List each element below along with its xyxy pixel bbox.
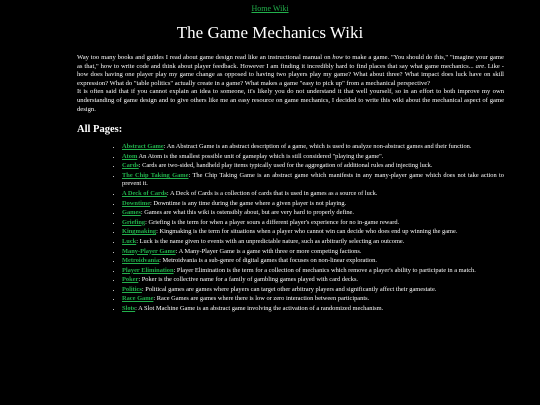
page-link-label: Kingmaking: [122, 228, 157, 236]
page-description: : Metroidvania is a sub-genre of digital games that focuses on non-linear exploration.: [159, 257, 377, 265]
page-list-item: [122, 153, 504, 161]
page-list-item: [122, 209, 504, 217]
page-link-label: Poker: [122, 276, 139, 284]
page-description: : Political games are games where players can target other arbitrary players and significantly affect their gamestate.: [141, 285, 437, 293]
intro-emphasis-how: how: [332, 54, 344, 61]
page-description: : Luck is the name given to events with an unpredictable nature, such as arbitrarily selecting an outcome.: [136, 237, 405, 245]
intro-text-part: Way too many books and guides I read about game design read like an instructional manual on: [77, 54, 333, 61]
page-title: The Game Mechanics Wiki: [176, 23, 364, 42]
page-link-label: Games: [122, 209, 141, 217]
page-list-item: [122, 267, 504, 275]
page-list-item: [122, 276, 504, 284]
page-description: : Downtime is any time during the game where a given player is not playing.: [150, 199, 347, 207]
page-description: : Race Games are games where there is low or zero interaction between participants.: [153, 295, 370, 303]
page-list-item: [122, 200, 504, 208]
page-list-item: [122, 219, 504, 227]
page-description: : An Abstract Game is an abstract description of a game, which is used to analyze non-abstract games and their function.: [163, 143, 472, 151]
intro-paragraph-1: [77, 54, 504, 88]
page-link[interactable]: [122, 286, 142, 293]
page-list-item: [122, 238, 504, 246]
page-link[interactable]: [122, 209, 141, 216]
page-link[interactable]: [122, 228, 156, 235]
page-link[interactable]: [122, 190, 167, 197]
page-list-item: [122, 257, 504, 265]
page-link[interactable]: [122, 172, 188, 179]
page-link[interactable]: [122, 200, 150, 207]
page-description: : Poker is the collective name for a family of gambling games played with card decks.: [138, 276, 359, 284]
page-list-item: [122, 248, 504, 256]
page-link[interactable]: [122, 143, 164, 150]
page-list-item: [122, 143, 504, 151]
page-link[interactable]: [122, 257, 159, 264]
page-description: : Player Elimination is the term for a collection of mechanics which remove a player's ability to participate in a match.: [173, 266, 476, 274]
intro-paragraph-2: It is often said that if you cannot explain an idea to someone, it's likely you do not understand it that well yourself, so in an effort to both improve my own understanding of game design and to give others like me an easy resource on game mechanics, I decided to write this wiki about the mechanical aspect of game design.: [77, 88, 504, 113]
page-description: : A Many-Player Game is a game with three or more competing factions.: [175, 247, 362, 255]
intro-emphasis-are: are: [475, 62, 485, 70]
page-link-label: Player Elimination: [122, 266, 174, 274]
page-list-item: [122, 172, 504, 189]
page-list-item: [122, 190, 504, 198]
page-link-label: Race Game: [122, 295, 154, 303]
page-link-label: Many-Player Game: [122, 247, 176, 255]
page-description: : A Slot Machine Game is an abstract game involving the activation of a randomized mechanism.: [135, 305, 384, 313]
page-link-label: Abstract Game: [122, 143, 164, 151]
page-link[interactable]: [122, 219, 145, 226]
page-description: : Griefing is the term for when a player sours a different player's experience for no in-game reward.: [145, 218, 400, 226]
page-link-label: Griefing: [122, 218, 146, 226]
page-list-item: [122, 228, 504, 236]
all-pages-heading: All Pages:: [77, 124, 123, 136]
page-link-label: Downtime: [122, 199, 151, 207]
page-link-label: Slots: [122, 305, 136, 313]
page-list-item: [122, 305, 504, 313]
page-link[interactable]: [122, 238, 136, 245]
page-link-label: A Deck of Cards: [122, 189, 167, 197]
page-link[interactable]: [122, 305, 135, 312]
page-link-label: Metroidvania: [122, 257, 160, 265]
page-link-label: Politics: [122, 285, 142, 293]
page-description: : Kingmaking is the term for situations when a player who cannot win can decide who does end up winning the game.: [156, 228, 458, 236]
page-list-item: [122, 286, 504, 294]
page-description: : The Chip Taking Game is an abstract game which manifests in any many-player game which does not take action to prevent it.: [122, 171, 504, 188]
pages-list: [0, 143, 504, 313]
page-description: : Cards are two-sided, handheld play items typically used for the aggregation of additional rules and injecting luck.: [138, 162, 433, 170]
page-link[interactable]: [122, 276, 138, 283]
home-wiki-link[interactable]: Home Wiki: [251, 4, 289, 13]
page-description: : A Deck of Cards is a collection of cards that is used in games as a source of luck.: [166, 189, 378, 197]
page-link[interactable]: [122, 295, 153, 302]
top-nav: [0, 0, 540, 14]
page-link[interactable]: [122, 162, 139, 169]
page-link-label: Cards: [122, 162, 139, 170]
page-list-item: [122, 295, 504, 303]
page-link[interactable]: [122, 248, 176, 255]
intro-text-part: . Like - how does having one player play my game change as opposed to having two players play my game? What about three? What impact does luck have on skill expression? What do "table politics" actually create in a game? What makes a game "easy to pick up" from a mechanical perspective?: [77, 62, 504, 87]
page-link-label: Atom: [122, 152, 138, 160]
page-link-label: Luck: [122, 237, 137, 245]
intro-text: [77, 54, 504, 114]
intro-text-part: to make a game. "You should do this," "imagine your game as that," how to write code and think about player feedback. However I am finding it incredibly hard to find places that say what game mechanics...: [77, 54, 504, 70]
page-link-label: The Chip Taking Game: [122, 171, 189, 179]
page-link[interactable]: [122, 153, 137, 160]
page-description: : Games are what this wiki is ostensibly about, but are very hard to properly define.: [140, 209, 354, 217]
page-link[interactable]: [122, 267, 174, 274]
page-list-item: [122, 162, 504, 170]
page-description: An Atom is the smallest possible unit of gameplay which is still considered "playing the game".: [137, 152, 384, 160]
